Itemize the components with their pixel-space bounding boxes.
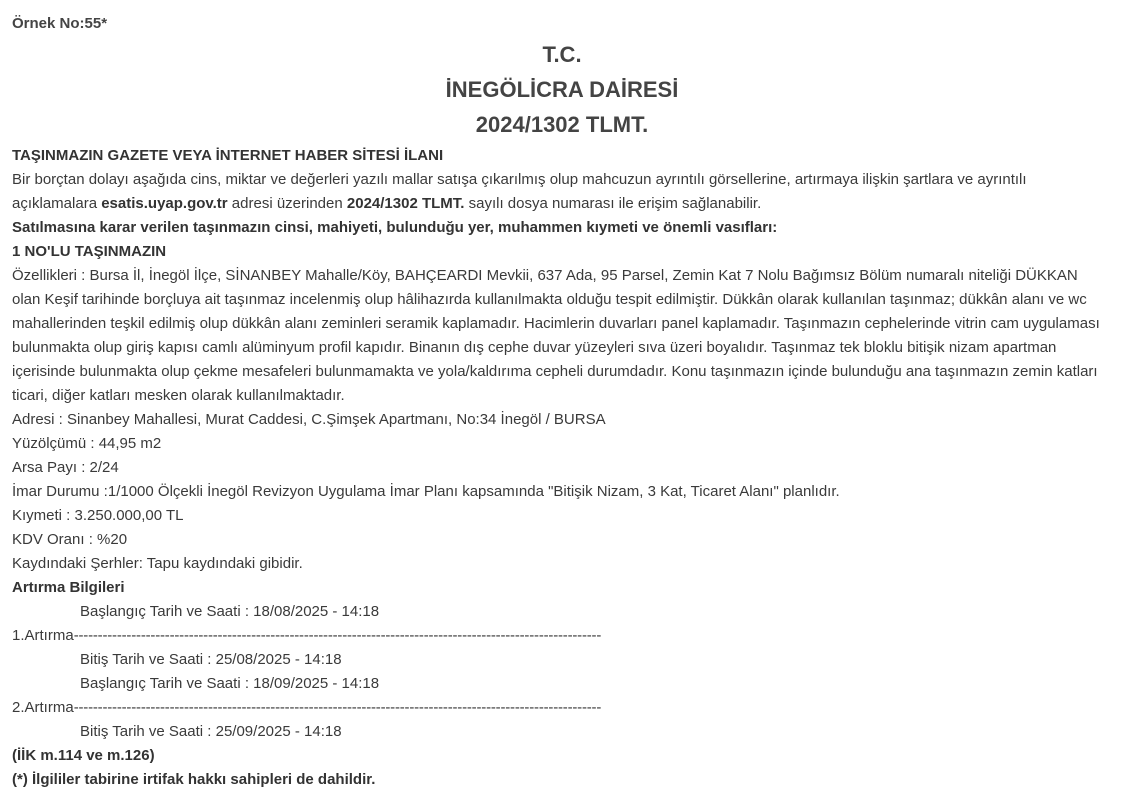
artirma-1-bitis: Bitiş Tarih ve Saati : 25/08/2025 - 14:18 bbox=[80, 651, 342, 668]
artirma-2-row bbox=[12, 696, 1112, 720]
ilgililer-note: (*) İlgililer tabirine irtifak hakkı sahipleri de dahildir. bbox=[12, 771, 376, 788]
intro-dosya-no: 2024/1302 TLMT. bbox=[346, 195, 465, 212]
kdv-orani-text: KDV Oranı : %20 bbox=[12, 531, 128, 548]
heading-tc: T.C. bbox=[542, 42, 582, 67]
ozellikleri-text: Özellikleri : Bursa İl, İnegöl İlçe, SİNANBEY Mahalle/Köy, BAHÇEARDI Mevkii, 637 Ada, 95 Parsel, Zemin Kat 7 Nolu Bağımsız Bölüm numaralı niteliği DÜKKAN olan Keşif tarihinde borçluya ait taşınmaz incelenmiş olup hâlihazırda kullanılmakta olduğu tespit edilmiştir. Dükkân olarak kullanılan taşınmaz; dükkân alanı ve wc mahallerinden teşkil edilmiş olup dükkân alanı zeminleri seramik kaplamadır. Hacimlerin duvarları panel kaplamadır. Taşınmazın cephelerinde vitrin cam uygulaması bulunmakta olup giriş kapısı camlı alüminyum profil kapıdır. Binanın dış cephe duvar yüzeyleri sıva üzeri boyalıdır. Taşınmaz tek bloklu bitişik nizam apartman içerisinde bulunmakta olup çekme mesafeleri bulunmamakta ve yola/kaldırıma cepheli durumdadır. Konu taşınmazın içinde bulunduğu ana taşınmazın zemin katları ticari, diğer katları mesken olarak kullanılmaktadır. bbox=[12, 267, 1100, 404]
ornek-no: Örnek No:55* bbox=[12, 15, 108, 32]
artirma-1-baslangic: Başlangıç Tarih ve Saati : 18/08/2025 - 14:18 bbox=[80, 603, 380, 620]
heading-daire: İNEGÖLİCRA DAİRESİ bbox=[445, 77, 679, 102]
artirma-1-row bbox=[12, 624, 1112, 648]
document-page bbox=[12, 14, 1112, 792]
heading-dosya: 2024/1302 TLMT. bbox=[475, 112, 649, 137]
ilan-title: TAŞINMAZIN GAZETE VEYA İNTERNET HABER SİTESİ İLANI bbox=[12, 147, 444, 164]
artirma-2-dashes: -------------------------------------------------------------------------------------------------------------- bbox=[73, 699, 602, 716]
artirma-1-label: 1.Artırma bbox=[12, 627, 74, 644]
intro-text-3: sayılı dosya numarası ile erişim sağlanabilir. bbox=[464, 195, 762, 212]
artirma-title: Artırma Bilgileri bbox=[12, 579, 125, 596]
artirma-1-dashes: -------------------------------------------------------------------------------------------------------------- bbox=[73, 627, 602, 644]
intro-text-2: adresi üzerinden bbox=[227, 195, 347, 212]
tasinmaz-baslik: 1 NO'LU TAŞINMAZIN bbox=[12, 243, 167, 260]
adresi-text: Adresi : Sinanbey Mahallesi, Murat Caddesi, C.Şimşek Apartmanı, No:34 İnegöl / BURSA bbox=[12, 411, 606, 428]
kiymeti-text: Kıymeti : 3.250.000,00 TL bbox=[12, 507, 184, 524]
iik-reference: (İİK m.114 ve m.126) bbox=[12, 747, 155, 764]
intro-site-link: esatis.uyap.gov.tr bbox=[101, 195, 228, 212]
artirma-2-bitis: Bitiş Tarih ve Saati : 25/09/2025 - 14:18 bbox=[80, 723, 342, 740]
artirma-block-2 bbox=[12, 672, 1112, 744]
satis-baslik: Satılmasına karar verilen taşınmazın cinsi, mahiyeti, bulunduğu yer, muhammen kıymeti ve önemli vasıfları: bbox=[12, 219, 778, 236]
intro-text-1: Bir borçtan dolayı aşağıda cins, miktar ve değerleri yazılı mallar satışa çıkarılmış olup mahcuzun ayrıntılı görsellerine, artırmaya ilişkin şartlara ve ayrıntılı açıklamalara bbox=[12, 171, 1027, 212]
artirma-2-baslangic: Başlangıç Tarih ve Saati : 18/09/2025 - 14:18 bbox=[80, 675, 380, 692]
imar-durumu-text: İmar Durumu :1/1000 Ölçekli İnegöl Revizyon Uygulama İmar Planı kapsamında "Bitişik Nizam, 3 Kat, Ticaret Alanı" planlıdır. bbox=[12, 483, 840, 500]
ilan-intro bbox=[12, 168, 1107, 216]
artirma-block-1 bbox=[12, 600, 1112, 672]
yuzolcumu-text: Yüzölçümü : 44,95 m2 bbox=[12, 435, 162, 452]
serhler-text: Kaydındaki Şerhler: Tapu kaydındaki gibidir. bbox=[12, 555, 303, 572]
arsa-payi-text: Arsa Payı : 2/24 bbox=[12, 459, 119, 476]
artirma-2-label: 2.Artırma bbox=[12, 699, 74, 716]
